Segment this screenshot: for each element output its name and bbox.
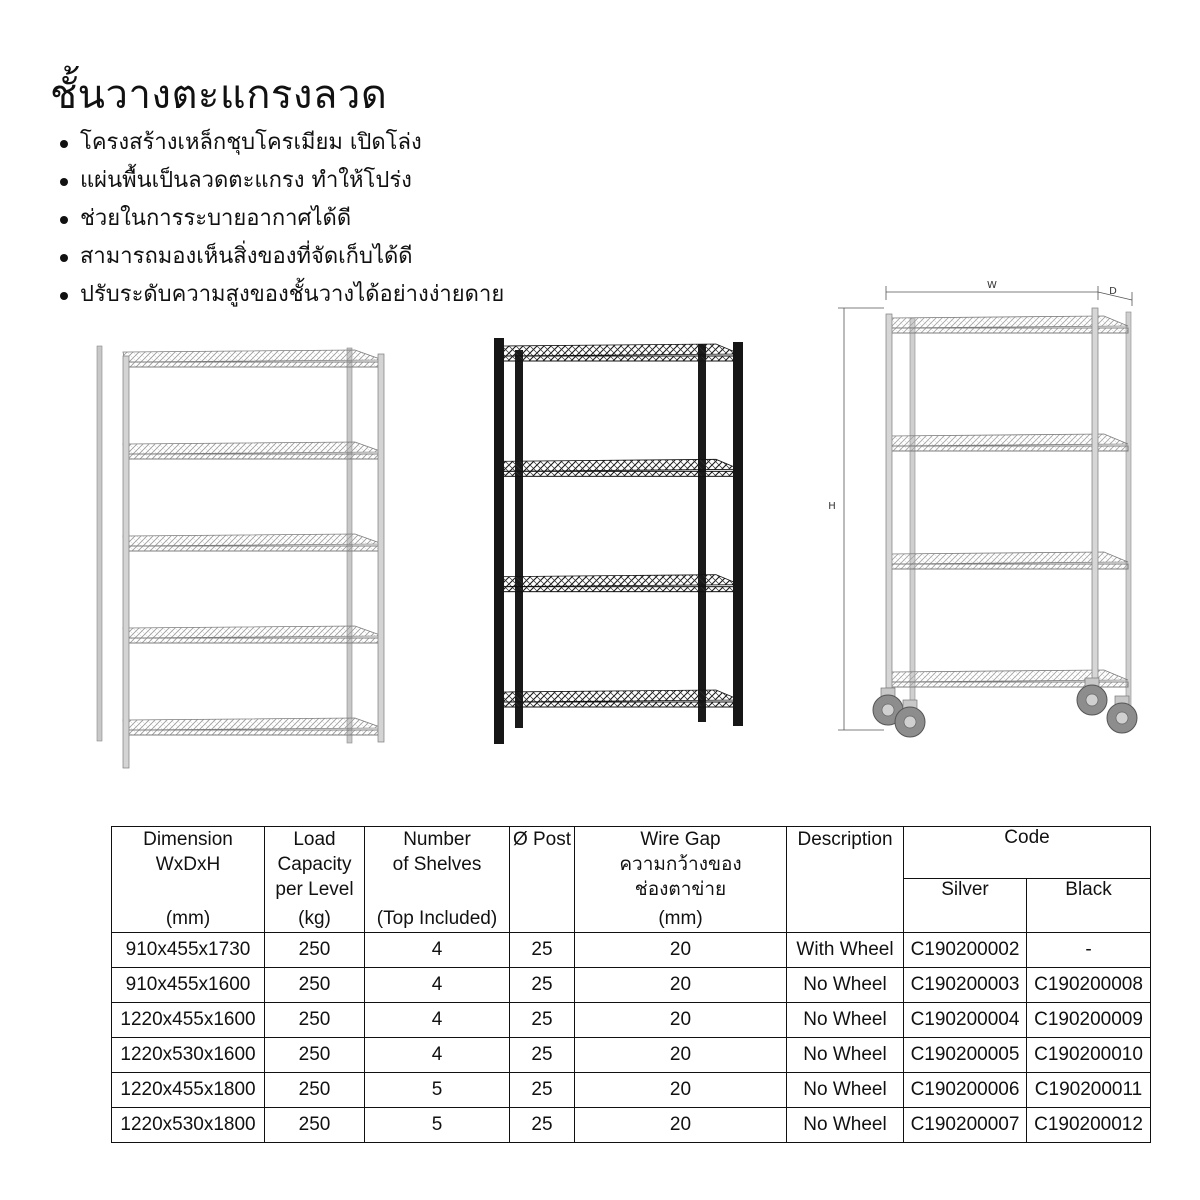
- cell-gap: 20: [575, 1108, 787, 1143]
- width-dimension-line: [886, 280, 1098, 300]
- cell-dimension: 1220x455x1600: [112, 1003, 265, 1038]
- wheeled-wire-shelf-image: [820, 278, 1150, 758]
- cell-shelves: 4: [365, 968, 510, 1003]
- depth-dimension-line: [1098, 286, 1132, 306]
- feature-item: [58, 276, 504, 314]
- feature-item: [58, 200, 504, 238]
- cell-shelves: 4: [365, 1038, 510, 1073]
- cell-gap: 20: [575, 1073, 787, 1108]
- cell-silver: C190200004: [904, 1003, 1027, 1038]
- shelves-header: Number of Shelves (Top Included): [365, 827, 510, 933]
- code-header: Code: [904, 827, 1151, 879]
- feature-item: [58, 162, 504, 200]
- cell-black: C190200009: [1027, 1003, 1151, 1038]
- table-row: [112, 933, 1151, 968]
- black-header: Black: [1027, 879, 1151, 933]
- cell-post: 25: [510, 968, 575, 1003]
- cell-silver: C190200005: [904, 1038, 1027, 1073]
- cell-post: 25: [510, 1038, 575, 1073]
- cell-description: No Wheel: [787, 1073, 904, 1108]
- bullet-icon: [60, 216, 68, 224]
- table-row: [112, 1073, 1151, 1108]
- cell-post: 25: [510, 1073, 575, 1108]
- silver-shelf-tier: [123, 626, 383, 643]
- cell-silver: C190200007: [904, 1108, 1027, 1143]
- cell-dimension: 1220x530x1600: [112, 1038, 265, 1073]
- post-header: Ø Post: [510, 827, 575, 933]
- black-shelf-tier: [498, 344, 740, 361]
- feature-item: [58, 124, 504, 162]
- cell-black: C190200008: [1027, 968, 1151, 1003]
- silver-wire-shelf-image: [85, 340, 395, 770]
- feature-text: โครงสร้างเหล็กชุบโครเมียม เปิดโล่ง: [80, 130, 422, 155]
- cell-load: 250: [265, 1003, 365, 1038]
- cell-gap: 20: [575, 1003, 787, 1038]
- cell-black: C190200010: [1027, 1038, 1151, 1073]
- cell-description: No Wheel: [787, 1108, 904, 1143]
- width-label: W: [987, 280, 997, 291]
- cell-shelves: 5: [365, 1108, 510, 1143]
- cell-black: -: [1027, 933, 1151, 968]
- cell-gap: 20: [575, 933, 787, 968]
- cell-load: 250: [265, 1108, 365, 1143]
- cell-dimension: 1220x455x1800: [112, 1073, 265, 1108]
- cell-silver: C190200002: [904, 933, 1027, 968]
- cell-gap: 20: [575, 968, 787, 1003]
- cell-shelves: 5: [365, 1073, 510, 1108]
- black-shelf-tier: [498, 690, 740, 707]
- cell-post: 25: [510, 933, 575, 968]
- feature-item: [58, 238, 504, 276]
- page-title: ชั้นวางตะแกรงลวด: [50, 72, 388, 118]
- height-label: H: [828, 501, 836, 512]
- table-row: [112, 1108, 1151, 1143]
- bullet-icon: [60, 254, 68, 262]
- wire-gap-header: Wire Gap ความกว้างของ ช่องตาข่าย (mm): [575, 827, 787, 933]
- table-row: [112, 1003, 1151, 1038]
- cell-description: With Wheel: [787, 933, 904, 968]
- silver-shelf-tier: [123, 534, 383, 551]
- cell-post: 25: [510, 1003, 575, 1038]
- cell-load: 250: [265, 1073, 365, 1108]
- depth-label: D: [1109, 286, 1117, 297]
- black-shelf-tier: [498, 459, 740, 476]
- cell-description: No Wheel: [787, 1038, 904, 1073]
- silver-shelf-tier: [123, 442, 383, 459]
- cell-silver: C190200003: [904, 968, 1027, 1003]
- bullet-icon: [60, 140, 68, 148]
- cell-post: 25: [510, 1108, 575, 1143]
- feature-text: สามารถมองเห็นสิ่งของที่จัดเก็บได้ดี: [80, 244, 413, 269]
- feature-text: ช่วยในการระบายอากาศได้ดี: [80, 206, 352, 231]
- cell-load: 250: [265, 1038, 365, 1073]
- spec-table: [111, 826, 1151, 1143]
- cell-black: C190200012: [1027, 1108, 1151, 1143]
- bullet-icon: [60, 292, 68, 300]
- cell-gap: 20: [575, 1038, 787, 1073]
- cell-silver: C190200006: [904, 1073, 1027, 1108]
- black-wire-shelf-image: [488, 332, 750, 747]
- load-capacity-header: Load Capacity per Level (kg): [265, 827, 365, 933]
- cell-description: No Wheel: [787, 1003, 904, 1038]
- feature-text: แผ่นพื้นเป็นลวดตะแกรง ทำให้โปร่ง: [80, 168, 412, 193]
- black-shelf-tier: [498, 575, 740, 592]
- table-row: [112, 968, 1151, 1003]
- caster-wheel-icon: [1107, 696, 1137, 733]
- cell-load: 250: [265, 933, 365, 968]
- silver-shelf-tier: [123, 350, 383, 367]
- cell-shelves: 4: [365, 933, 510, 968]
- description-header: Description: [787, 827, 904, 933]
- cell-description: No Wheel: [787, 968, 904, 1003]
- height-dimension-line: [828, 308, 884, 730]
- silver-header: Silver: [904, 879, 1027, 933]
- cell-dimension: 1220x530x1800: [112, 1108, 265, 1143]
- dimension-header: Dimension WxDxH (mm): [112, 827, 265, 933]
- cell-dimension: 910x455x1600: [112, 968, 265, 1003]
- table-row: [112, 1038, 1151, 1073]
- feature-text: ปรับระดับความสูงของชั้นวางได้อย่างง่ายดาย: [80, 282, 505, 307]
- cell-shelves: 4: [365, 1003, 510, 1038]
- silver-shelf-tier: [123, 718, 383, 735]
- bullet-icon: [60, 178, 68, 186]
- feature-list: [58, 124, 504, 314]
- cell-dimension: 910x455x1730: [112, 933, 265, 968]
- cell-load: 250: [265, 968, 365, 1003]
- cell-black: C190200011: [1027, 1073, 1151, 1108]
